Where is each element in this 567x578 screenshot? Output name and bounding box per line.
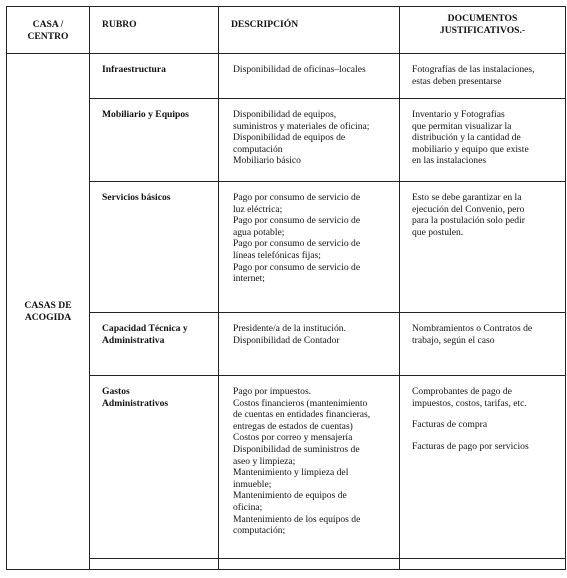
header-documentos <box>400 7 566 54</box>
descripcion-cell <box>219 182 400 313</box>
empty-cell <box>219 559 400 570</box>
descripcion-text: Disponibilidad de oficinas–locales <box>233 64 366 75</box>
documentos-text: Inventario y Fotografías <box>412 109 505 120</box>
descripcion-text: agua potable; <box>233 226 285 238</box>
documentos-text: en las instalaciones <box>412 155 487 167</box>
table-row <box>7 313 566 376</box>
descripcion-text: Pago por consumo de servicio de <box>233 192 361 203</box>
casa-line-1: CASAS DE <box>24 299 72 311</box>
rubro-cell <box>90 313 219 376</box>
rubro-cell <box>90 99 219 182</box>
documentos-text: ejecución del Convenio, pero <box>412 203 525 215</box>
descripcion-text: Disponibilidad de Contador <box>233 334 340 346</box>
descripcion-cell <box>219 376 400 559</box>
table-row <box>7 182 566 313</box>
descripcion-text: Pago por consumo de servicio de <box>233 261 361 273</box>
descripcion-text: Presidente/a de la institución. <box>233 323 346 334</box>
descripcion-text: Disponibilidad de equipos, <box>233 109 337 120</box>
casa-cell <box>7 54 90 570</box>
header-documentos-line: DOCUMENTOS <box>447 13 518 24</box>
documentos-text: estas deben presentarse <box>412 75 502 87</box>
descripcion-text: Mobiliario básico <box>233 155 301 167</box>
rubro-text: Mobiliario y Equipos <box>102 109 189 120</box>
documentos-text: Fotografías de las instalaciones, <box>412 64 535 75</box>
header-rubro <box>90 7 219 54</box>
descripcion-text: Mantenimiento de los equipos de <box>233 513 361 525</box>
empty-cell <box>90 559 219 570</box>
header-centro-line: CENTRO <box>27 30 69 42</box>
documentos-text: Comprobantes de pago de <box>412 386 512 397</box>
table-row-empty <box>7 559 566 570</box>
descripcion-text: Costos financieros (mantenimiento <box>233 397 368 409</box>
descripcion-text: de cuentas en entidades financieras, <box>233 409 371 421</box>
documentos-text: Esto se debe garantizar en la <box>412 192 522 203</box>
header-descripcion <box>219 7 400 54</box>
table-row <box>7 54 566 99</box>
documentos-cell <box>400 313 566 376</box>
documentos-text: Facturas de pago por servicios <box>412 440 529 452</box>
header-casa-line: CASA / <box>32 19 64 30</box>
descripcion-text: Costos por correo y mensajería <box>233 432 353 444</box>
documentos-cell <box>400 99 566 182</box>
documentos-cell <box>400 182 566 313</box>
documentos-text: mobiliario y equipo que existe <box>412 143 529 155</box>
descripcion-text: internet; <box>233 273 265 285</box>
descripcion-text: oficina; <box>233 501 263 513</box>
documentos-text: Facturas de compra <box>412 419 488 431</box>
descripcion-text: Pago por impuestos. <box>233 386 312 397</box>
rubro-text: Administrativos <box>102 397 169 409</box>
documentos-text: Nombramientos o Contratos de <box>412 323 533 334</box>
rubro-text: Gastos <box>102 386 130 397</box>
empty-cell <box>400 559 566 570</box>
descripcion-text: Mantenimiento y limpieza del <box>233 467 349 479</box>
header-rubro-label: RUBRO <box>102 19 137 30</box>
descripcion-cell <box>219 313 400 376</box>
descripcion-text: computación; <box>233 525 286 537</box>
descripcion-text: inmueble; <box>233 478 272 490</box>
header-justificativos-line: JUSTIFICATIVOS.- <box>439 24 526 36</box>
descripcion-text: Pago por consumo de servicio de <box>233 215 361 227</box>
rubro-cell <box>90 182 219 313</box>
casa-line-2: ACOGIDA <box>24 311 72 323</box>
header-descripcion-label: DESCRIPCIÓN <box>231 19 299 30</box>
rubro-text: Administrativa <box>102 334 165 346</box>
descripcion-text: Disponibilidad de equipos de <box>233 132 346 144</box>
table-row <box>7 99 566 182</box>
rubro-cell <box>90 54 219 99</box>
table-row <box>7 376 566 559</box>
descripcion-cell <box>219 99 400 182</box>
documentos-text: para la postulación solo pedir <box>412 215 525 227</box>
documentos-text: impuestos, costos, tarifas, etc. <box>412 397 527 409</box>
documentos-text: distribución y la cantidad de <box>412 132 521 144</box>
rubro-text: Infraestructura <box>102 64 166 75</box>
documentos-text: trabajo, según el caso <box>412 334 495 346</box>
descripcion-text: Pago por consumo de servicio de <box>233 238 361 250</box>
documentos-text: que postulen. <box>412 226 464 238</box>
table-header-row <box>7 7 566 54</box>
documentos-cell <box>400 376 566 559</box>
documentos-text: que permitan visualizar la <box>412 120 512 132</box>
rubro-cell <box>90 376 219 559</box>
descripcion-text: Mantenimiento de equipos de <box>233 490 347 502</box>
rubro-text: Capacidad Técnica y <box>102 323 188 334</box>
descripcion-text: computación <box>233 143 283 155</box>
descripcion-text: Disponibilidad de suministros de <box>233 443 360 455</box>
descripcion-cell <box>219 54 400 99</box>
descripcion-text: líneas telefónicas fijas; <box>233 249 321 261</box>
descripcion-text: suministros y materiales de oficina; <box>233 120 370 132</box>
descripcion-text: aseo y limpieza; <box>233 455 296 467</box>
requirements-table <box>6 6 566 570</box>
header-casa-centro <box>7 7 90 54</box>
rubro-text: Servicios básicos <box>102 192 171 203</box>
documentos-cell <box>400 54 566 99</box>
descripcion-text: luz eléctrica; <box>233 203 283 215</box>
descripcion-text: entregas de estados de cuentas) <box>233 420 353 432</box>
